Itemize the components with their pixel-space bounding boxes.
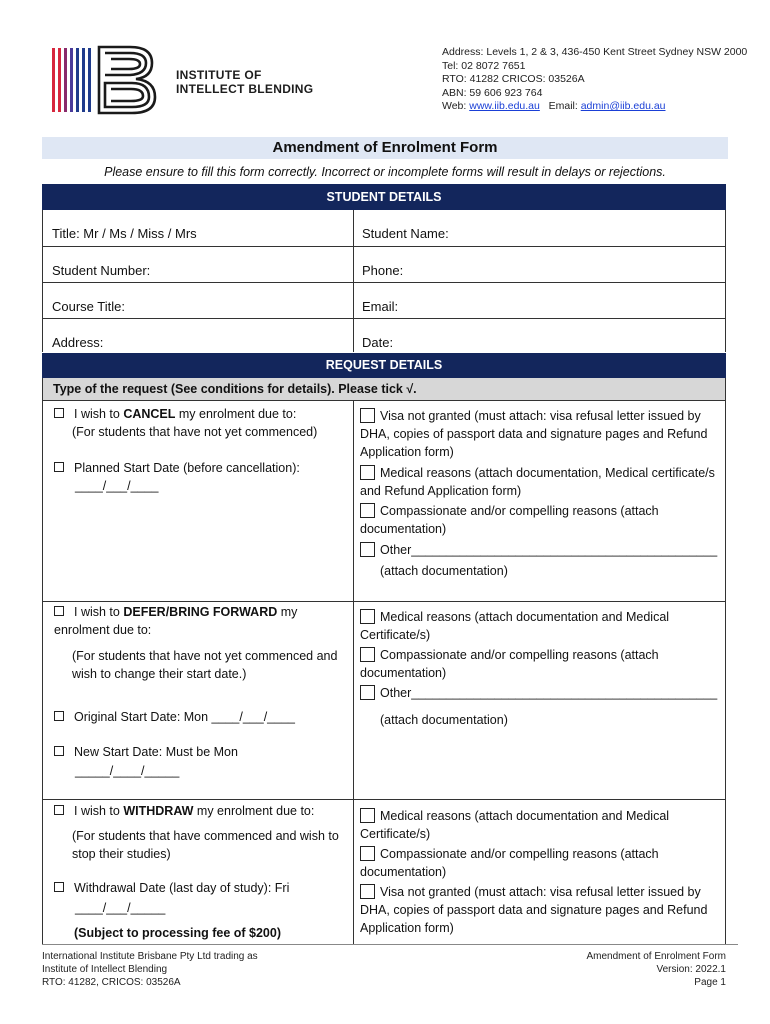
contact-rto: RTO: 41282 CRICOS: 03526A xyxy=(442,73,585,86)
field-title[interactable]: Title: Mr / Ms / Miss / Mrs xyxy=(52,226,197,241)
checkbox-icon[interactable] xyxy=(360,685,375,700)
cancel-reason-medical[interactable]: Medical reasons (attach documentation, Medical certificate/s and Refund Application form) xyxy=(360,466,715,498)
defer-note: (For students that have not yet commenced and wish to change their start date.) xyxy=(72,649,338,681)
logo-b-mark xyxy=(96,44,158,116)
defer-other-note: (attach documentation) xyxy=(380,713,508,727)
contact-block xyxy=(442,46,747,114)
footer-right xyxy=(587,950,727,989)
defer-reason-other[interactable]: Other____________________________________________ xyxy=(360,684,720,702)
checkbox-icon[interactable] xyxy=(360,609,375,624)
web-link[interactable]: www.iib.edu.au xyxy=(469,100,540,113)
email-label: Email: xyxy=(548,100,581,113)
defer-reason-compassionate[interactable]: Compassionate and/or compelling reasons (attach documentation) xyxy=(360,648,659,680)
row-divider xyxy=(42,400,726,401)
cancel-note: (For students that have not yet commenced) xyxy=(72,425,318,439)
cancel-date-option[interactable]: Planned Start Date (before cancellation): xyxy=(54,459,300,477)
form-title: Amendment of Enrolment Form xyxy=(42,137,728,159)
contact-abn: ABN: 59 606 923 764 xyxy=(442,86,543,99)
field-phone[interactable]: Phone: xyxy=(362,263,404,278)
checkbox-icon[interactable] xyxy=(54,805,64,815)
request-type-prompt: Type of the request (See conditions for details). Please tick √. xyxy=(42,378,726,400)
checkbox-icon[interactable] xyxy=(360,808,375,823)
row-divider xyxy=(42,601,726,602)
footer-rule xyxy=(42,944,738,945)
checkbox-icon[interactable] xyxy=(54,408,64,418)
row-divider xyxy=(42,282,726,283)
row-divider xyxy=(42,318,726,319)
request-details-header: REQUEST DETAILS xyxy=(42,353,726,378)
footer-brand: Institute of Intellect Blending xyxy=(42,964,168,975)
defer-new-date[interactable]: New Start Date: Must be Mon xyxy=(54,743,238,761)
logo-stripes xyxy=(52,48,92,112)
footer-company: International Institute Brisbane Pty Ltd trading as xyxy=(42,951,258,962)
form-instruction: Please ensure to fill this form correctly. Incorrect or incomplete forms will result in delays or rejections. xyxy=(104,165,666,179)
field-student-number[interactable]: Student Number: xyxy=(52,263,151,278)
logo-line-1: INSTITUTE OF xyxy=(176,68,262,82)
withdraw-reason-visa[interactable]: Visa not granted (must attach: visa refusal letter issued by DHA, copies of passport data and signature pages and Refund Application form) xyxy=(360,885,708,935)
checkbox-icon[interactable] xyxy=(54,882,64,892)
checkbox-icon[interactable] xyxy=(54,462,64,472)
footer-page: Page 1 xyxy=(694,977,726,988)
defer-option[interactable]: I wish to DEFER/BRING FORWARD my enrolment due to: xyxy=(54,605,298,637)
table-border-left xyxy=(42,400,43,944)
cancel-reason-compassionate[interactable]: Compassionate and/or compelling reasons (attach documentation) xyxy=(360,504,659,536)
cancel-other-note: (attach documentation) xyxy=(380,564,508,578)
defer-reason-medical[interactable]: Medical reasons (attach documentation and Medical Certificate/s) xyxy=(360,610,670,642)
cancel-reason-other[interactable]: Other____________________________________________ xyxy=(360,541,720,559)
web-label: Web: xyxy=(442,100,470,113)
row-divider xyxy=(42,246,726,247)
withdraw-date-blank[interactable]: ____/___/_____ xyxy=(75,901,166,915)
row-divider xyxy=(42,799,726,800)
field-student-name[interactable]: Student Name: xyxy=(362,226,449,241)
withdraw-fee-note: (Subject to processing fee of $200) xyxy=(74,926,281,940)
contact-address: Address: Levels 1, 2 & 3, 436-450 Kent Street Sydney NSW 2000 xyxy=(442,46,748,58)
table-border-right xyxy=(725,210,726,352)
logo-wordmark xyxy=(176,68,313,96)
checkbox-icon[interactable] xyxy=(54,606,64,616)
checkbox-icon[interactable] xyxy=(360,542,375,557)
footer-rto: RTO: 41282, CRICOS: 03526A xyxy=(42,977,181,988)
field-course-title[interactable]: Course Title: xyxy=(52,299,125,314)
table-divider xyxy=(353,400,354,944)
cancel-date-blank[interactable]: ____/___/____ xyxy=(75,479,159,493)
defer-original-date[interactable]: Original Start Date: Mon ____/___/____ xyxy=(54,708,295,726)
field-date[interactable]: Date: xyxy=(362,335,394,350)
footer-left xyxy=(42,950,258,989)
contact-web-email xyxy=(442,100,747,114)
footer-form-name: Amendment of Enrolment Form xyxy=(586,951,726,962)
checkbox-icon[interactable] xyxy=(360,408,375,423)
field-email[interactable]: Email: xyxy=(362,299,399,314)
withdraw-note: (For students that have commenced and wish to stop their studies) xyxy=(72,829,339,861)
logo-line-2: INTELLECT BLENDING xyxy=(176,82,314,96)
withdraw-date-option[interactable]: Withdrawal Date (last day of study): Fri xyxy=(54,879,289,897)
footer-version: Version: 2022.1 xyxy=(656,964,726,975)
withdraw-reason-medical[interactable]: Medical reasons (attach documentation and Medical Certificate/s) xyxy=(360,809,670,841)
checkbox-icon[interactable] xyxy=(360,503,375,518)
withdraw-reason-compassionate[interactable]: Compassionate and/or compelling reasons (attach documentation) xyxy=(360,847,659,879)
field-address[interactable]: Address: xyxy=(52,335,104,350)
withdraw-option[interactable]: I wish to WITHDRAW my enrolment due to: xyxy=(54,802,344,820)
defer-new-date-blank[interactable]: _____/____/_____ xyxy=(75,764,180,778)
checkbox-icon[interactable] xyxy=(54,711,64,721)
cancel-reason-visa[interactable]: Visa not granted (must attach: visa refusal letter issued by DHA, copies of passport data and signature pages and Refund Application form) xyxy=(360,409,708,459)
student-details-header: STUDENT DETAILS xyxy=(42,184,726,210)
table-border-right xyxy=(725,400,726,944)
contact-tel: Tel: 02 8072 7651 xyxy=(442,59,526,72)
checkbox-icon[interactable] xyxy=(360,884,375,899)
email-link[interactable]: admin@iib.edu.au xyxy=(580,100,666,113)
checkbox-icon[interactable] xyxy=(360,465,375,480)
checkbox-icon[interactable] xyxy=(360,647,375,662)
checkbox-icon[interactable] xyxy=(54,746,64,756)
cancel-option[interactable]: I wish to CANCEL my enrolment due to: xyxy=(54,405,344,423)
checkbox-icon[interactable] xyxy=(360,846,375,861)
